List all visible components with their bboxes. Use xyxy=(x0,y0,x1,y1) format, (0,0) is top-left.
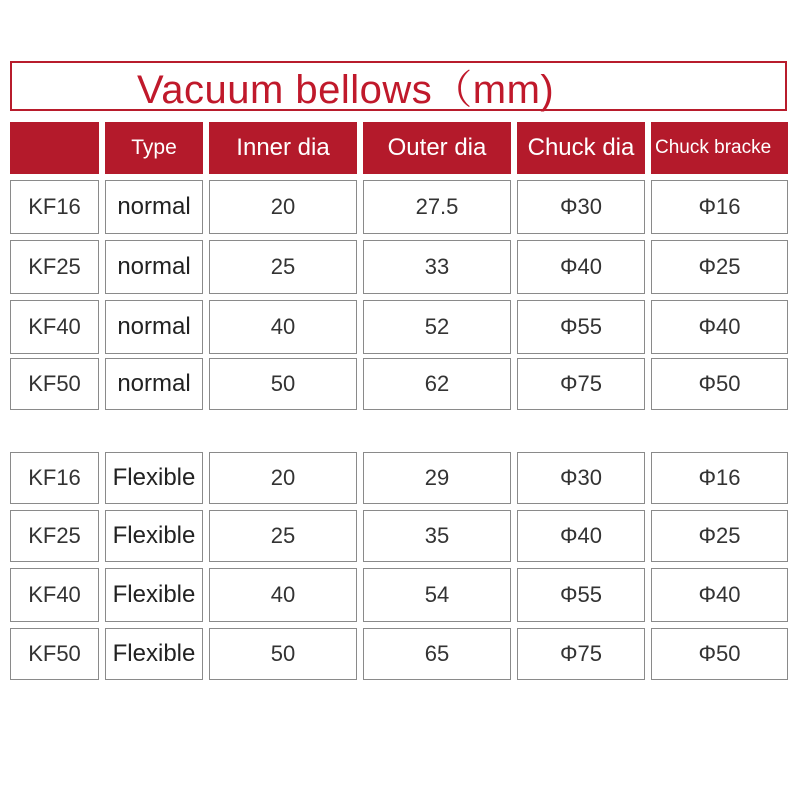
cell-model: KF16 xyxy=(10,180,99,234)
cell-outer-dia: 65 xyxy=(363,628,511,680)
table-row xyxy=(10,240,788,294)
cell-type: normal xyxy=(105,358,203,410)
cell-chuck-bracket: Φ40 xyxy=(651,568,788,622)
cell-chuck-dia: Φ30 xyxy=(517,180,645,234)
table-row xyxy=(10,628,788,680)
cell-inner-dia: 20 xyxy=(209,180,357,234)
table-row xyxy=(10,300,788,354)
header-model xyxy=(10,122,99,174)
cell-chuck-bracket: Φ50 xyxy=(651,358,788,410)
cell-inner-dia: 25 xyxy=(209,240,357,294)
table-row xyxy=(10,568,788,622)
cell-model: KF25 xyxy=(10,510,99,562)
cell-outer-dia: 29 xyxy=(363,452,511,504)
cell-type: normal xyxy=(105,300,203,354)
cell-outer-dia: 62 xyxy=(363,358,511,410)
cell-type: normal xyxy=(105,240,203,294)
header-chuck-bracket: Chuck bracke xyxy=(651,122,788,174)
cell-chuck-dia: Φ75 xyxy=(517,628,645,680)
header-inner-dia: Inner dia xyxy=(209,122,357,174)
table-title: Vacuum bellows（mm) xyxy=(10,61,787,111)
cell-chuck-dia: Φ30 xyxy=(517,452,645,504)
table-row xyxy=(10,510,788,562)
cell-inner-dia: 50 xyxy=(209,628,357,680)
cell-type: Flexible xyxy=(105,628,203,680)
cell-chuck-bracket: Φ16 xyxy=(651,180,788,234)
cell-chuck-bracket: Φ50 xyxy=(651,628,788,680)
cell-type: normal xyxy=(105,180,203,234)
cell-outer-dia: 54 xyxy=(363,568,511,622)
header-type: Type xyxy=(105,122,203,174)
cell-chuck-bracket: Φ16 xyxy=(651,452,788,504)
cell-chuck-bracket: Φ40 xyxy=(651,300,788,354)
cell-outer-dia: 33 xyxy=(363,240,511,294)
cell-type: Flexible xyxy=(105,510,203,562)
cell-chuck-dia: Φ40 xyxy=(517,510,645,562)
cell-chuck-dia: Φ40 xyxy=(517,240,645,294)
cell-inner-dia: 40 xyxy=(209,568,357,622)
cell-chuck-bracket: Φ25 xyxy=(651,510,788,562)
cell-inner-dia: 50 xyxy=(209,358,357,410)
cell-chuck-dia: Φ55 xyxy=(517,568,645,622)
table-row xyxy=(10,452,788,504)
cell-chuck-bracket: Φ25 xyxy=(651,240,788,294)
cell-chuck-dia: Φ55 xyxy=(517,300,645,354)
cell-chuck-dia: Φ75 xyxy=(517,358,645,410)
cell-model: KF50 xyxy=(10,628,99,680)
cell-model: KF50 xyxy=(10,358,99,410)
cell-type: Flexible xyxy=(105,452,203,504)
header-chuck-dia: Chuck dia xyxy=(517,122,645,174)
cell-inner-dia: 25 xyxy=(209,510,357,562)
cell-model: KF40 xyxy=(10,300,99,354)
cell-model: KF40 xyxy=(10,568,99,622)
cell-type: Flexible xyxy=(105,568,203,622)
cell-outer-dia: 35 xyxy=(363,510,511,562)
table-row xyxy=(10,358,788,410)
cell-inner-dia: 40 xyxy=(209,300,357,354)
cell-model: KF16 xyxy=(10,452,99,504)
table-header xyxy=(10,122,788,174)
table-row xyxy=(10,180,788,234)
cell-model: KF25 xyxy=(10,240,99,294)
cell-outer-dia: 52 xyxy=(363,300,511,354)
header-outer-dia: Outer dia xyxy=(363,122,511,174)
cell-inner-dia: 20 xyxy=(209,452,357,504)
cell-outer-dia: 27.5 xyxy=(363,180,511,234)
